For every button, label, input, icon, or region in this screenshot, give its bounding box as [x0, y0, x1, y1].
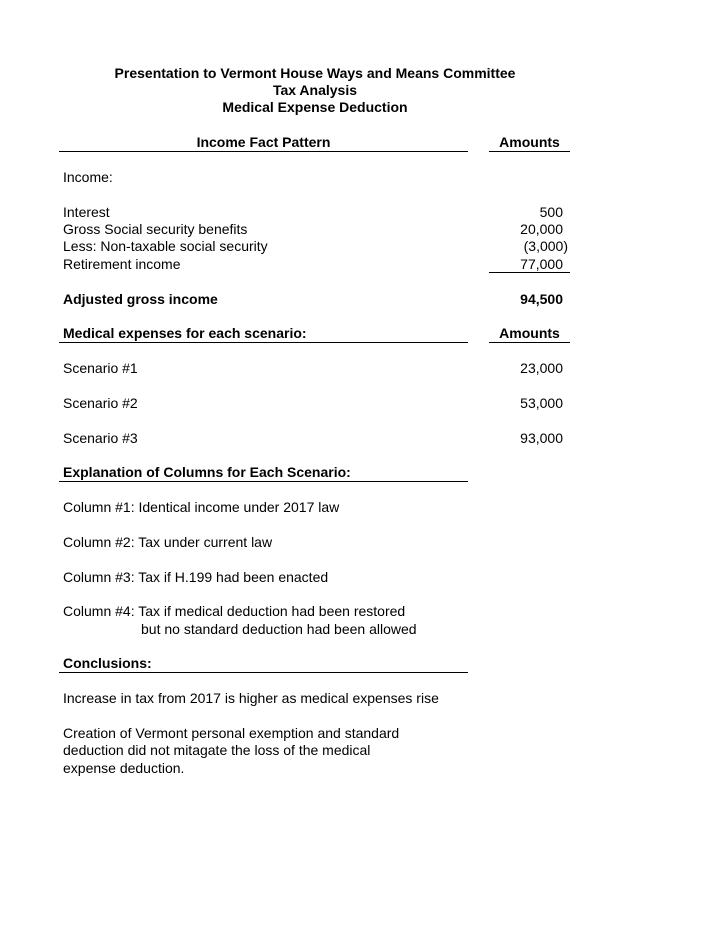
- income-fact-pattern-header: Income Fact Pattern: [196, 134, 331, 150]
- medical-expenses-header: Medical expenses for each scenario:: [63, 325, 307, 341]
- income-amounts-header: Amounts: [499, 134, 560, 150]
- conclusions-header: Conclusions:: [63, 655, 152, 671]
- income-row-label: Interest: [63, 204, 110, 220]
- title-line-3: Medical Expense Deduction: [222, 99, 408, 115]
- agi-amount: 94,500: [520, 291, 563, 307]
- income-row-label: Retirement income: [63, 256, 181, 272]
- medical-header-rule: [59, 342, 468, 343]
- income-row-amount: 500: [539, 204, 563, 220]
- income-row-label: Gross Social security benefits: [63, 221, 248, 237]
- columns-header-rule: [59, 481, 468, 482]
- conclusions-header-rule: [59, 672, 468, 673]
- column-explanation-item: Column #2: Tax under current law: [63, 534, 273, 550]
- scenario-label: Scenario #3: [63, 430, 138, 446]
- income-header-rule: [59, 151, 468, 152]
- conclusion-paragraph-line: Creation of Vermont personal exemption and standard: [63, 725, 400, 741]
- scenario-label: Scenario #2: [63, 395, 138, 411]
- income-amounts-rule: [489, 151, 570, 152]
- conclusion-paragraph-line: expense deduction.: [63, 760, 185, 776]
- column-explanation-item: Column #1: Identical income under 2017 law: [63, 499, 340, 515]
- income-row-label: Less: Non-taxable social security: [63, 238, 268, 254]
- conclusion-paragraph-line: deduction did not mitagate the loss of the medical: [63, 742, 371, 758]
- title-line-1: Presentation to Vermont House Ways and Means Committee: [114, 65, 516, 81]
- income-row-amount: 20,000: [520, 221, 563, 237]
- income-label: Income:: [63, 169, 113, 185]
- column-explanation-item: Column #4: Tax if medical deduction had been restored: [63, 603, 406, 619]
- subtotal-rule: [489, 272, 570, 273]
- columns-explanation-header: Explanation of Columns for Each Scenario:: [63, 464, 351, 480]
- conclusion-line: Increase in tax from 2017 is higher as medical expenses rise: [63, 690, 439, 706]
- scenario-amount: 53,000: [520, 395, 563, 411]
- medical-amounts-header: Amounts: [499, 325, 560, 341]
- scenario-amount: 93,000: [520, 430, 563, 446]
- title-line-2: Tax Analysis: [272, 82, 358, 98]
- column-explanation-continuation: but no standard deduction had been allowed: [141, 621, 417, 637]
- scenario-label: Scenario #1: [63, 360, 138, 376]
- agi-label: Adjusted gross income: [63, 291, 218, 307]
- income-row-amount: (3,000): [523, 238, 568, 254]
- scenario-amount: 23,000: [520, 360, 563, 376]
- medical-amounts-rule: [489, 342, 570, 343]
- income-row-amount: 77,000: [520, 256, 563, 272]
- column-explanation-item: Column #3: Tax if H.199 had been enacted: [63, 569, 329, 585]
